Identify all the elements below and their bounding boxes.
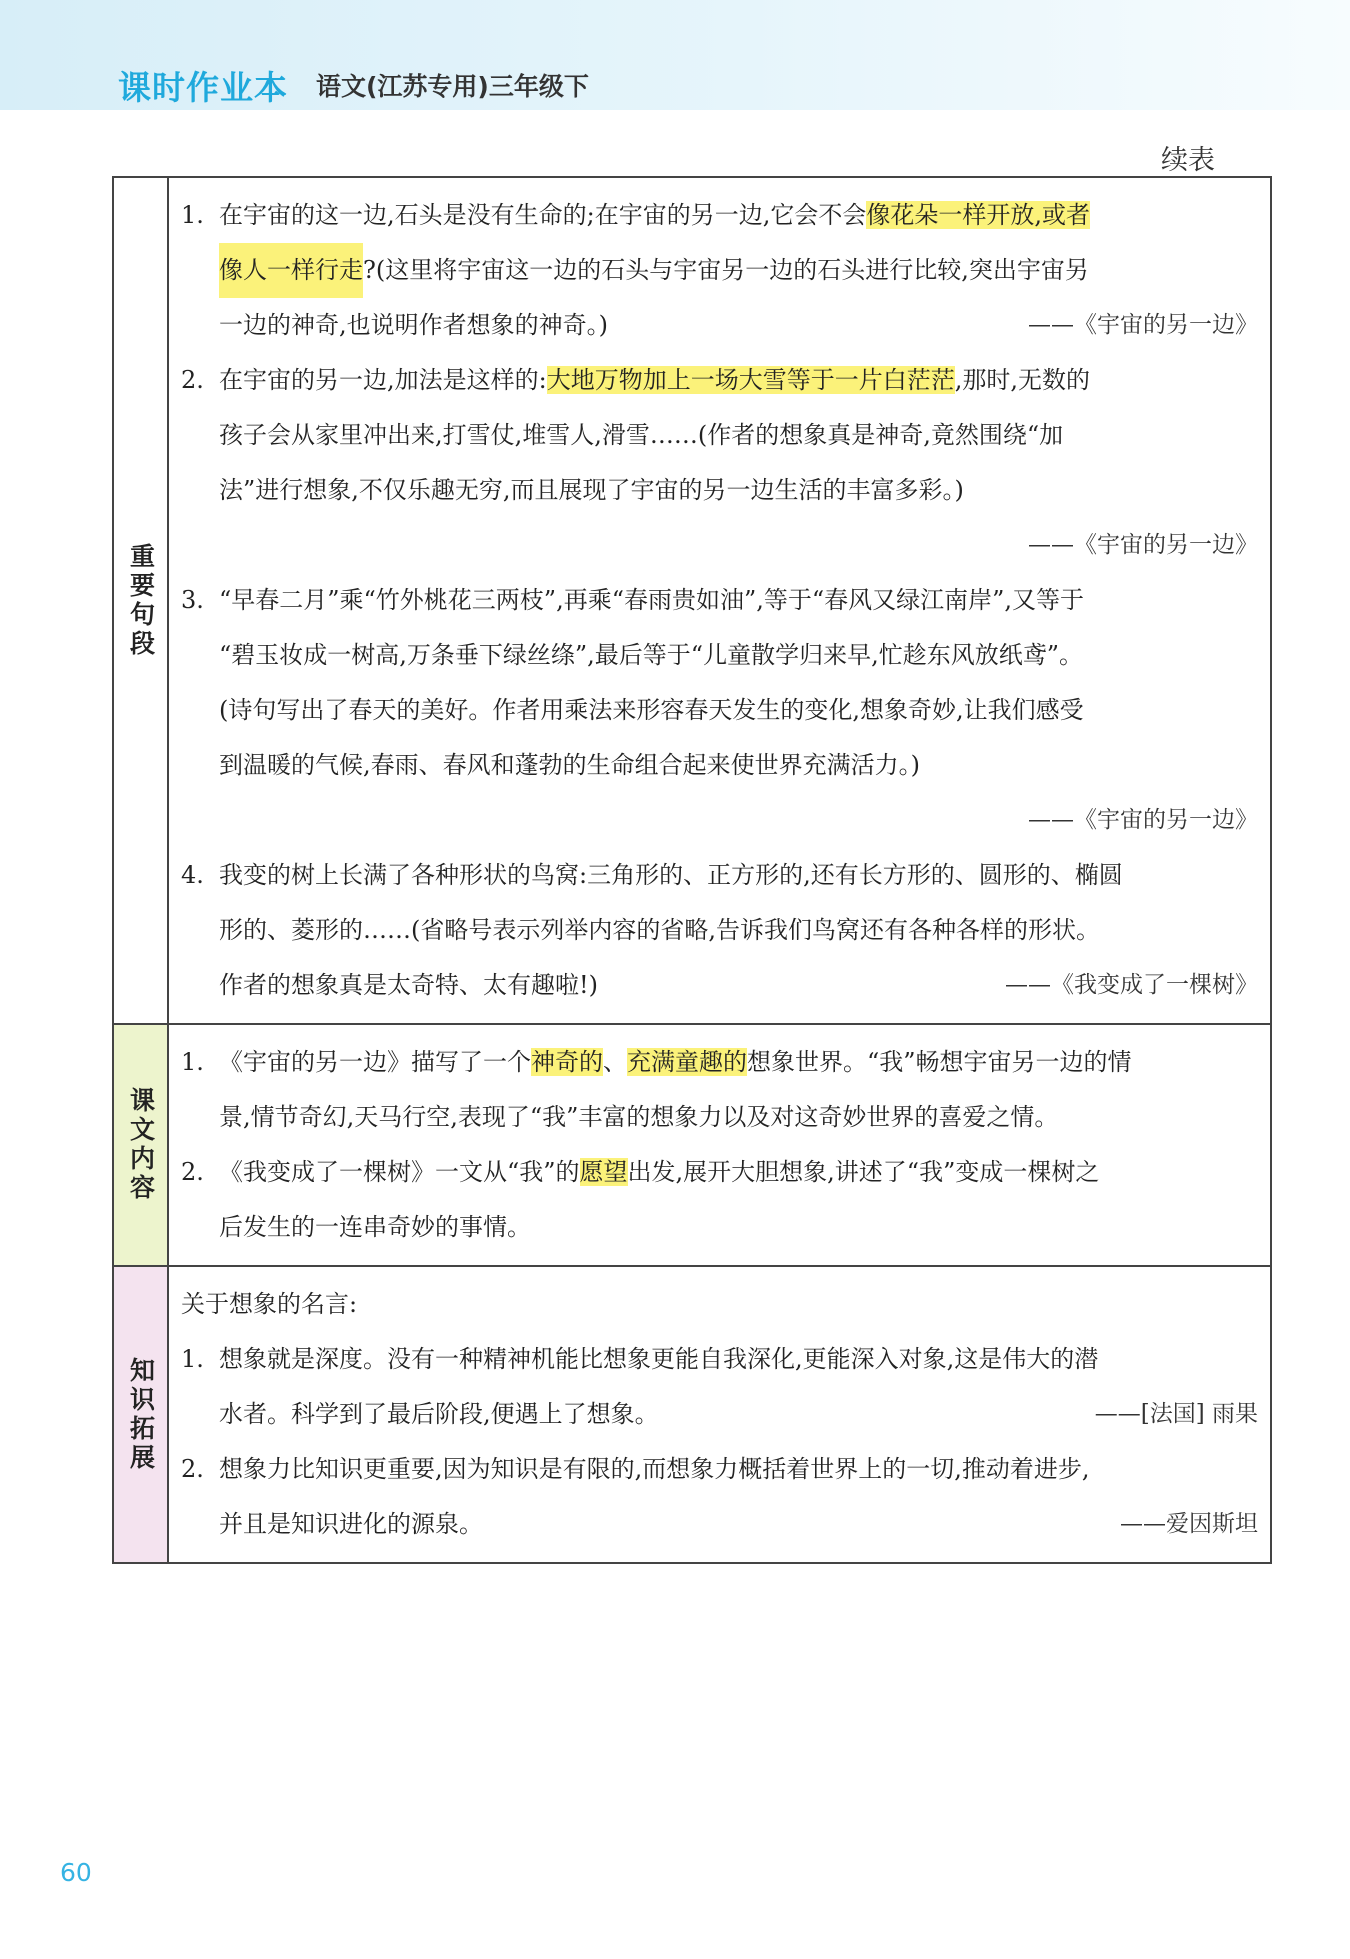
source-citation: ——《宇宙的另一边》 [1028,312,1258,338]
item-number: 1. [181,1345,204,1373]
item-text: ?(这里将宇宙这一边的石头与宇宙另一边的石头进行比较,突出宇宙另 [363,256,1089,284]
section-text-content [114,1025,1270,1267]
section-label-cell [114,1267,169,1562]
section-label: 知识拓展 [126,1356,156,1473]
section-label-cell [114,1025,169,1265]
item-text: “早春二月”乘“竹外桃花三两枝”,再乘“春雨贵如油”,等于“春风又绿江南岸”,又等于 [219,586,1085,614]
content-table [112,176,1272,1564]
item-text: 《我变成了一棵树》一文从“我”的 [219,1158,580,1186]
highlighted-text: 大地万物加上一场大雪等于一片白茫茫 [546,366,955,394]
source-citation: ——《宇宙的另一边》 [1028,807,1258,833]
item-text: 并且是知识进化的源泉。 [219,1510,483,1538]
section-content [169,1025,1270,1265]
item-text: 《宇宙的另一边》描写了一个 [219,1048,531,1076]
list-item [181,188,1258,353]
item-text: 我变的树上长满了各种形状的鸟窝:三角形的、正方形的,还有长方形的、圆形的、椭圆 [219,861,1123,889]
source-citation: ——爱因斯坦 [1120,1511,1258,1537]
highlighted-text: 愿望 [579,1158,628,1186]
section-key-sentences [114,178,1270,1025]
item-text: 景,情节奇幻,天马行空,表现了“我”丰富的想象力以及对这奇妙世界的喜爱之情。 [219,1103,1059,1131]
section-label: 重要句段 [126,542,156,659]
highlighted-text: 神奇的 [531,1048,603,1076]
item-text: ,那时,无数的 [954,366,1090,394]
item-text: 法”进行想象,不仅乐趣无穷,而且展现了宇宙的另一边生活的丰富多彩。) [219,476,964,504]
item-text: 在宇宙的另一边,加法是这样的: [219,366,547,394]
highlighted-text: 像花朵一样开放,或者 [866,201,1090,229]
item-text: “碧玉妆成一树高,万条垂下绿丝绦”,最后等于“儿童散学归来早,忙趁东风放纸鸢”。 [219,641,1083,669]
item-number: 2. [181,1158,204,1186]
highlighted-text: 充满童趣的 [627,1048,747,1076]
item-text: 想象力比知识更重要,因为知识是有限的,而想象力概括着世界上的一切,推动着进步, [219,1455,1090,1483]
item-number: 3. [181,586,204,614]
item-number: 2. [181,1455,204,1483]
list-item [181,353,1258,573]
item-number: 2. [181,366,204,394]
highlighted-text: 像人一样行走 [219,243,363,298]
item-text: 一边的神奇,也说明作者想象的神奇。) [219,311,608,339]
book-subtitle: 语文(江苏专用)三年级下 [316,72,589,101]
source-citation: ——[法国] 雨果 [1094,1401,1258,1427]
list-item [181,1332,1258,1442]
item-text: 到温暖的气候,春雨、春风和蓬勃的生命组合起来使世界充满活力。) [219,751,920,779]
section-knowledge [114,1267,1270,1562]
section-intro: 关于想象的名言: [181,1290,358,1318]
item-text: (诗句写出了春天的美好。作者用乘法来形容春天发生的变化,想象奇妙,让我们感受 [219,696,1084,724]
item-text: 作者的想象真是太奇特、太有趣啦!) [219,971,599,999]
source-citation: ——《我变成了一棵树》 [1005,972,1258,998]
source-citation: ——《宇宙的另一边》 [1028,532,1258,558]
item-number: 4. [181,861,204,889]
section-label: 课文内容 [126,1087,156,1203]
item-text: 后发生的一连串奇妙的事情。 [219,1213,531,1241]
list-item [181,848,1258,1013]
item-text: 在宇宙的这一边,石头是没有生命的;在宇宙的另一边,它会不会 [219,201,867,229]
item-text: 、 [603,1048,627,1076]
list-item [181,573,1258,848]
section-content [169,178,1270,1023]
section-content [169,1267,1270,1562]
item-text: 想象世界。“我”畅想宇宙另一边的情 [747,1048,1132,1076]
item-text: 水者。科学到了最后阶段,便遇上了想象。 [219,1400,659,1428]
continued-label: 续表 [1161,145,1215,176]
item-text: 孩子会从家里冲出来,打雪仗,堆雪人,滑雪……(作者的想象真是神奇,竟然围绕“加 [219,421,1064,449]
list-item [181,1442,1258,1552]
list-item [181,1035,1258,1145]
book-title: 课时作业本 [118,68,288,107]
item-number: 1. [181,1048,204,1076]
page-number: 60 [60,1858,92,1887]
section-label-cell [114,178,169,1023]
item-text: 形的、菱形的……(省略号表示列举内容的省略,告诉我们鸟窝还有各种各样的形状。 [219,916,1100,944]
item-text: 想象就是深度。没有一种精神机能比想象更能自我深化,更能深入对象,这是伟大的潜 [219,1345,1099,1373]
item-number: 1. [181,201,204,229]
list-item [181,1145,1258,1255]
item-text: 出发,展开大胆想象,讲述了“我”变成一棵树之 [627,1158,1100,1186]
